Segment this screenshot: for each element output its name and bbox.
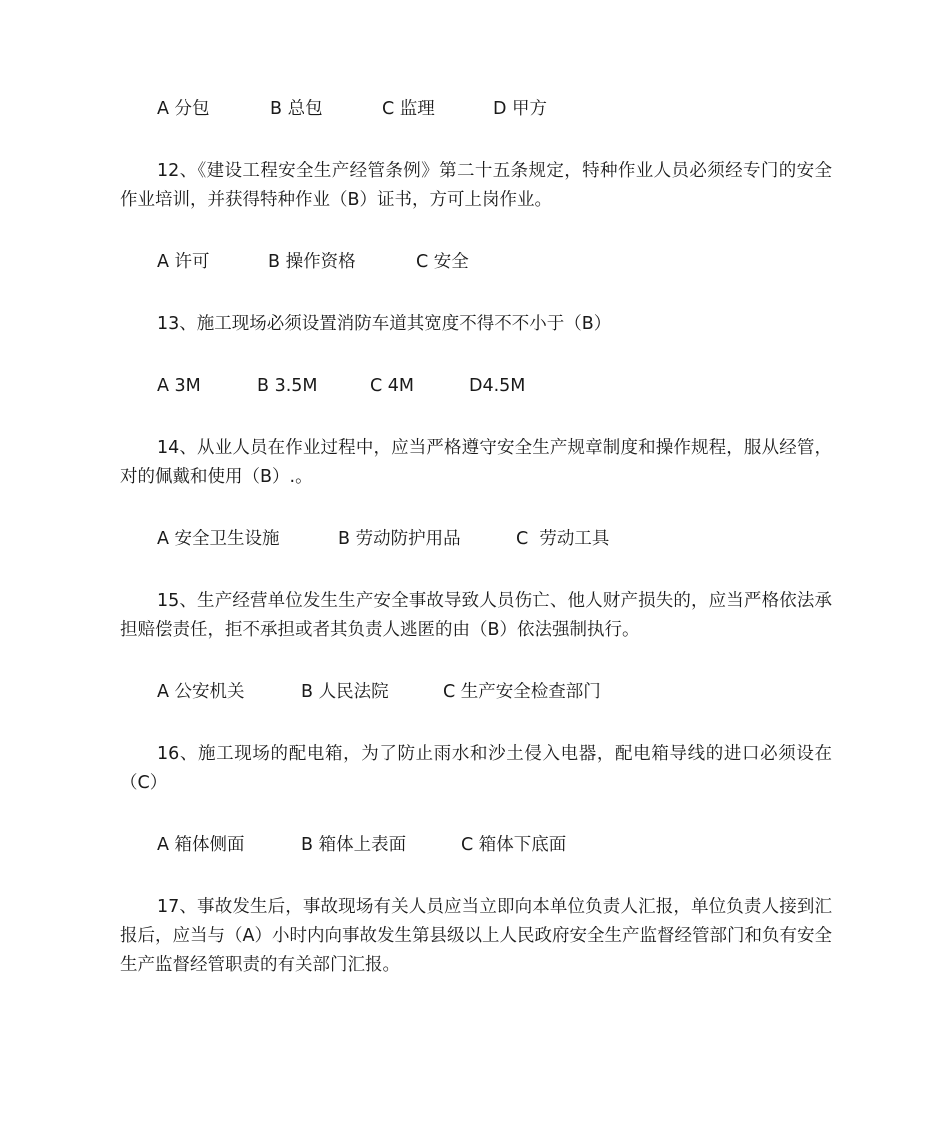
q12-options xyxy=(157,248,469,277)
q17-block xyxy=(120,893,832,980)
q11-option-d: D 甲方 xyxy=(493,99,548,119)
q11-option-a: A 分包 xyxy=(157,99,210,119)
q14-question: 14、从业人员在作业过程中，应当严格遵守安全生产规章制度和操作规程，服从经管，对的佩戴和使用（B）.。 xyxy=(120,438,832,487)
q13-block xyxy=(120,310,832,339)
q15-option-c: C 生产安全检查部门 xyxy=(443,682,601,702)
q11-options xyxy=(157,95,547,124)
q15-block xyxy=(120,587,832,645)
q12-question: 12、《建设工程安全生产经管条例》第二十五条规定，特种作业人员必须经专门的安全作业培训，并获得特种作业（B）证书，方可上岗作业。 xyxy=(120,161,832,210)
q13-question: 13、施工现场必须设置消防车道其宽度不得不不小于（B） xyxy=(157,314,612,334)
q13-option-d: D4.5M xyxy=(469,376,526,396)
q16-block xyxy=(120,740,832,798)
q15-option-b: B 人民法院 xyxy=(301,682,389,702)
q15-question: 15、生产经营单位发生生产安全事故导致人员伤亡、他人财产损失的，应当严格依法承担赔偿责任，拒不承担或者其负责人逃匿的由（B）依法强制执行。 xyxy=(120,591,832,640)
q11-option-c: C 监理 xyxy=(382,99,435,119)
q12-option-b: B 操作资格 xyxy=(268,252,356,272)
q17-question: 17、事故发生后，事故现场有关人员应当立即向本单位负责人汇报，单位负责人接到汇报后，应当与（A）小时内向事故发生第县级以上人民政府安全生产监督经管部门和负有安全生产监督经管职责的有关部门汇报。 xyxy=(120,897,832,975)
q13-option-a: A 3M xyxy=(157,376,201,396)
q12-option-a: A 许可 xyxy=(157,252,210,272)
q16-option-a: A 箱体侧面 xyxy=(157,835,245,855)
q14-option-b: B 劳动防护用品 xyxy=(338,529,461,549)
q15-option-a: A 公安机关 xyxy=(157,682,245,702)
q16-option-b: B 箱体上表面 xyxy=(301,835,407,855)
q12-option-c: C 安全 xyxy=(416,252,469,272)
q11-option-b: B 总包 xyxy=(270,99,323,119)
q14-option-c: C 劳动工具 xyxy=(516,529,610,549)
q16-option-c: C 箱体下底面 xyxy=(461,835,567,855)
q15-options xyxy=(157,678,601,707)
q14-option-a: A 安全卫生设施 xyxy=(157,529,280,549)
q16-question: 16、施工现场的配电箱，为了防止雨水和沙土侵入电器，配电箱导线的进口必须设在（C） xyxy=(120,744,832,793)
q16-options xyxy=(157,831,566,860)
q13-option-b: B 3.5M xyxy=(257,376,318,396)
q13-options xyxy=(157,372,525,401)
q13-option-c: C 4M xyxy=(370,376,415,396)
q14-block xyxy=(120,434,832,492)
q12-block xyxy=(120,157,832,215)
q14-options xyxy=(157,525,609,554)
